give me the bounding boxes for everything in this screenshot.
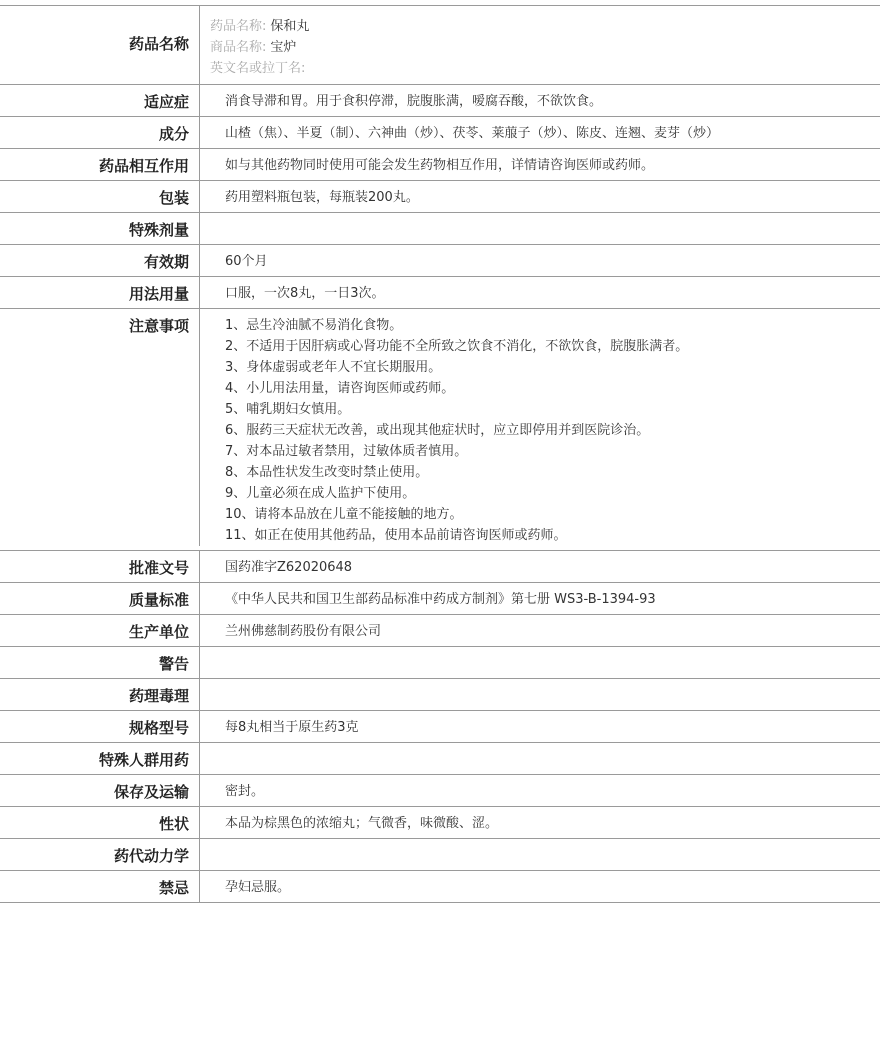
list-item: 2、不适用于因肝病或心肾功能不全所致之饮食不消化，不欲饮食，脘腹胀满者。	[225, 339, 689, 354]
row-pharmacokinetics	[0, 839, 880, 871]
approval-label: 批准文号	[0, 551, 200, 582]
list-item: 5、哺乳期妇女慎用。	[225, 402, 351, 417]
quality-standard-label: 质量标准	[0, 583, 200, 614]
special-dosage-label: 特殊剂量	[0, 213, 200, 244]
packaging-label: 包装	[0, 181, 200, 212]
warning-label: 警告	[0, 647, 200, 678]
list-item: 10、请将本品放在儿童不能接触的地方。	[225, 507, 463, 522]
english-name-key: 英文名或拉丁名:	[210, 61, 306, 76]
special-population-label: 特殊人群用药	[0, 743, 200, 774]
pharmacology-value	[200, 679, 880, 710]
contraindications-label: 禁忌	[0, 871, 200, 902]
row-indications	[0, 85, 880, 117]
generic-name-line	[210, 16, 880, 37]
row-characteristics	[0, 807, 880, 839]
pharmacokinetics-label: 药代动力学	[0, 839, 200, 870]
list-item: 6、服药三天症状无改善，或出现其他症状时，应立即停用并到医院诊治。	[225, 423, 650, 438]
special-dosage-value	[200, 213, 880, 244]
usage-value: 口服，一次8丸，一日3次。	[225, 286, 385, 301]
storage-label: 保存及运输	[0, 775, 200, 806]
trade-name-value: 宝炉	[270, 40, 297, 55]
ingredients-label: 成分	[0, 117, 200, 148]
manufacturer-value: 兰州佛慈制药股份有限公司	[225, 624, 382, 639]
row-validity	[0, 245, 880, 277]
list-item: 7、对本品过敏者禁用，过敏体质者慎用。	[225, 444, 468, 459]
characteristics-label: 性状	[0, 807, 200, 838]
manufacturer-label: 生产单位	[0, 615, 200, 646]
row-drug-name	[0, 6, 880, 85]
list-item: 4、小儿用法用量，请咨询医师或药师。	[225, 381, 455, 396]
row-special-population	[0, 743, 880, 775]
validity-label: 有效期	[0, 245, 200, 276]
list-item: 9、儿童必须在成人监护下使用。	[225, 486, 416, 501]
list-item: 3、身体虚弱或老年人不宜长期服用。	[225, 360, 442, 375]
row-pharmacology	[0, 679, 880, 711]
list-item: 11、如正在使用其他药品，使用本品前请咨询医师或药师。	[225, 528, 567, 543]
list-item: 8、本品性状发生改变时禁止使用。	[225, 465, 429, 480]
precautions-list	[200, 309, 880, 546]
pharmacology-label: 药理毒理	[0, 679, 200, 710]
row-specification	[0, 711, 880, 743]
row-usage	[0, 277, 880, 309]
interactions-label: 药品相互作用	[0, 149, 200, 180]
indications-value: 消食导滞和胃。用于食积停滞，脘腹胀满，嗳腐吞酸，不欲饮食。	[225, 94, 603, 109]
english-name-line	[210, 58, 880, 79]
drug-name-value	[200, 6, 880, 84]
row-manufacturer	[0, 615, 880, 647]
list-item: 1、忌生冷油腻不易消化食物。	[225, 318, 403, 333]
packaging-value: 药用塑料瓶包装，每瓶装200丸。	[225, 190, 419, 205]
trade-name-key: 商品名称:	[210, 40, 267, 55]
quality-standard-value: 《中华人民共和国卫生部药品标准中药成方制剂》第七册 WS3-B-1394-93	[225, 592, 656, 607]
special-population-value	[200, 743, 880, 774]
approval-value: 国药准字Z62020648	[225, 560, 353, 575]
trade-name-line	[210, 37, 880, 58]
precautions-label: 注意事项	[0, 309, 200, 546]
row-interactions	[0, 149, 880, 181]
characteristics-value: 本品为棕黑色的浓缩丸；气微香，味微酸、涩。	[225, 816, 499, 831]
interactions-value: 如与其他药物同时使用可能会发生药物相互作用，详情请咨询医师或药师。	[225, 158, 655, 173]
drug-name-label: 药品名称	[0, 6, 200, 84]
row-ingredients	[0, 117, 880, 149]
validity-value: 60个月	[225, 254, 268, 269]
specification-label: 规格型号	[0, 711, 200, 742]
specification-value: 每8丸相当于原生药3克	[225, 720, 359, 735]
drug-info-table	[0, 5, 880, 903]
storage-value: 密封。	[225, 784, 265, 799]
row-quality-standard	[0, 583, 880, 615]
contraindications-value: 孕妇忌服。	[225, 880, 291, 895]
row-precautions	[0, 309, 880, 551]
row-storage	[0, 775, 880, 807]
row-contraindications	[0, 871, 880, 903]
row-packaging	[0, 181, 880, 213]
row-approval	[0, 551, 880, 583]
warning-value	[200, 647, 880, 678]
ingredients-value: 山楂（焦）、半夏（制）、六神曲（炒）、茯苓、莱菔子（炒）、陈皮、连翘、麦芽（炒）	[225, 126, 720, 141]
generic-name-key: 药品名称:	[210, 19, 267, 34]
indications-label: 适应症	[0, 85, 200, 116]
row-warning	[0, 647, 880, 679]
usage-label: 用法用量	[0, 277, 200, 308]
generic-name-value: 保和丸	[270, 19, 310, 34]
pharmacokinetics-value	[200, 839, 880, 870]
row-special-dosage	[0, 213, 880, 245]
